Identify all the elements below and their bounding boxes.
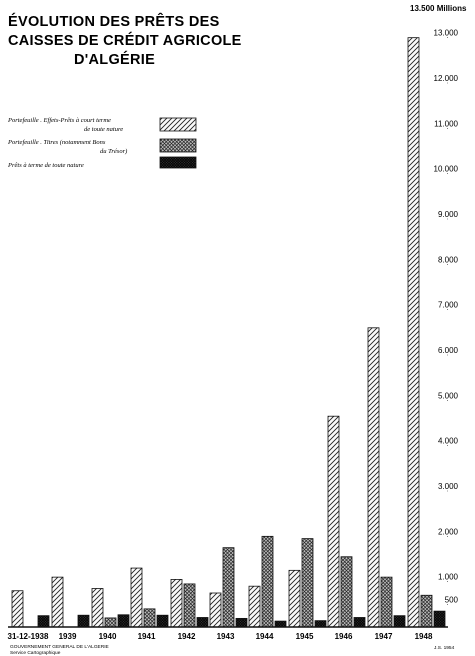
- chart-title: [8, 12, 242, 68]
- legend: [7, 117, 196, 169]
- bars: [12, 38, 445, 627]
- bar-prets: [118, 615, 129, 627]
- bar-effets: [171, 579, 182, 627]
- bar-titres: [341, 557, 352, 627]
- bar-effets: [328, 416, 339, 627]
- y-tick-label: 6.000: [437, 346, 458, 355]
- bar-prets: [354, 617, 365, 627]
- legend-item-effets: [7, 117, 196, 133]
- y-tick-label: 10.000: [433, 164, 458, 174]
- y-tick-label: 2.000: [437, 527, 458, 537]
- y-tick-label: 12.000: [433, 74, 458, 83]
- footer-left-line-1: GOUVERNEMENT GENERAL DE L'ALGERIE: [10, 645, 109, 650]
- bar-titres: [302, 539, 313, 627]
- footer: [10, 644, 455, 656]
- category-label: 1940: [98, 632, 117, 641]
- y-tick-labels: [434, 29, 459, 605]
- legend-label-effets-line-1: Portefeuille . Effets-Prêts à court terme: [8, 117, 111, 124]
- legend-item-titres: [7, 139, 196, 155]
- title-line-1: ÉVOLUTION DES PRÊTS DES: [8, 14, 220, 30]
- bar-effets: [131, 568, 142, 627]
- y-tick-label: 5.000: [437, 391, 458, 401]
- bar-titres: [184, 584, 195, 627]
- y-tick-label: 3.000: [437, 482, 458, 491]
- bar-effets: [368, 328, 379, 627]
- category-label: 1942: [177, 632, 196, 641]
- category-label: 31-12-1938: [7, 632, 49, 641]
- category-label: 1941: [137, 632, 156, 641]
- y-tick-label: 4.000: [437, 436, 458, 446]
- bar-titres: [105, 618, 116, 627]
- bar-prets: [434, 611, 445, 627]
- bar-effets: [92, 588, 103, 627]
- footer-right: J.S. 1954: [434, 646, 455, 651]
- bar-effets: [210, 593, 221, 627]
- bar-prets: [315, 621, 326, 627]
- category-label: 1946: [334, 632, 353, 641]
- bar-titres: [381, 577, 392, 627]
- category-label: 1939: [58, 632, 77, 641]
- legend-swatch-effets: [160, 118, 196, 131]
- category-label: 1948: [414, 632, 433, 641]
- bar-prets: [197, 617, 208, 627]
- y-tick-label: 8.000: [437, 255, 458, 265]
- y-tick-label: 500: [444, 595, 458, 605]
- bar-titres: [144, 609, 155, 627]
- legend-label-effets-line-2: de toute nature: [84, 126, 124, 133]
- bar-titres: [223, 548, 234, 627]
- bar-prets: [157, 615, 168, 627]
- bar-prets: [394, 616, 405, 627]
- bar-effets: [289, 570, 300, 627]
- bar-effets: [408, 38, 419, 627]
- bar-titres: [262, 536, 273, 627]
- bar-effets: [52, 577, 63, 627]
- title-line-3: D'ALGÉRIE: [74, 52, 156, 68]
- category-label: 1944: [255, 632, 274, 641]
- legend-item-prets: [7, 157, 196, 169]
- bar-effets: [249, 586, 260, 627]
- legend-label-prets: Prêts à terme de toute nature: [8, 162, 84, 169]
- y-tick-label: 7.000: [437, 300, 458, 310]
- title-line-2: CAISSES DE CRÉDIT AGRICOLE: [8, 33, 242, 49]
- legend-label-titres-line-2: du Trésor): [100, 148, 128, 155]
- legend-label-titres-line-1: Portefeuille . Titres (notamment Bons: [8, 139, 106, 146]
- bar-prets: [38, 616, 49, 627]
- bar-prets: [236, 618, 247, 627]
- category-label: 1947: [374, 632, 393, 641]
- y-tick-label: 13.000: [433, 28, 458, 38]
- bar-prets: [78, 615, 89, 627]
- bar-prets: [275, 621, 286, 627]
- y-tick-label: 1.000: [437, 572, 458, 582]
- category-labels: [8, 632, 433, 641]
- y-tick-label: 9.000: [437, 210, 458, 219]
- bar-titres: [421, 595, 432, 627]
- legend-swatch-prets: [160, 157, 196, 168]
- category-label: 1943: [216, 632, 235, 641]
- bar-effets: [12, 591, 23, 627]
- legend-swatch-titres: [160, 139, 196, 152]
- y-top-unit-label: 13.500 Millions: [410, 4, 467, 13]
- category-label: 1945: [295, 632, 314, 641]
- footer-left-line-2: Service Cartographique: [10, 651, 61, 656]
- y-tick-label: 11.000: [434, 119, 458, 129]
